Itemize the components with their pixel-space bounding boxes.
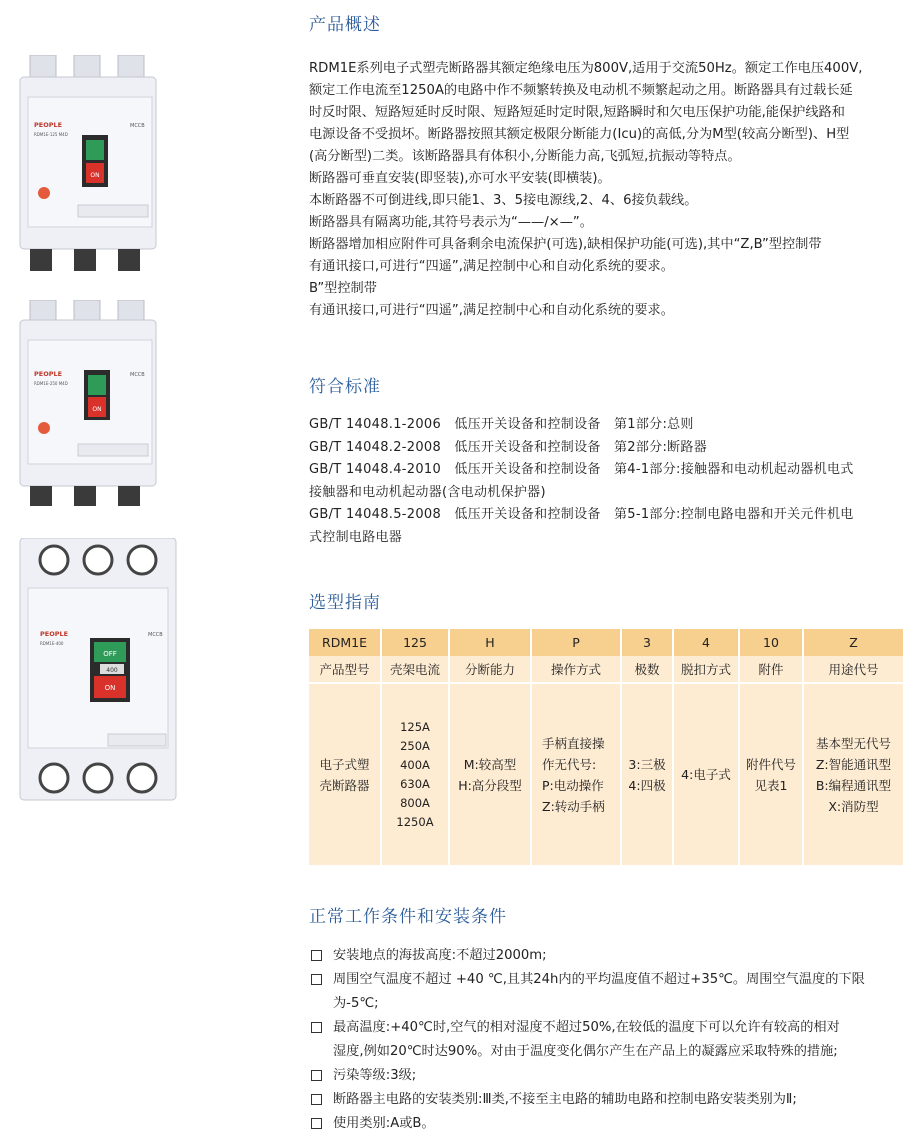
cell-line: 125A [400,719,430,734]
svg-text:MCCB: MCCB [130,123,145,129]
code-cell: 4 [673,629,739,656]
header-cell: 脱扣方式 [673,656,739,683]
cell-product-type [309,683,381,865]
breaker-image-3 [18,538,178,803]
standard-line: GB/T 14048.1-2006 低压开关设备和控制设备 第1部分:总则 [309,417,694,432]
header-cell: 产品型号 [309,656,381,683]
condition-item [309,1112,909,1136]
condition-item [309,968,909,1016]
condition-item [309,1064,909,1088]
header-cell: 附件 [739,656,803,683]
svg-text:PEOPLE: PEOPLE [34,370,63,378]
cell-line: Z:智能通讯型 [815,756,892,772]
overview-line: 本断路器不可倒进线,即只能1、3、5接电源线,2、4、6接负载线。 [309,193,698,208]
breaker-image-1 [18,55,168,275]
header-cell: 用途代号 [803,656,903,683]
table-header-row [309,656,903,683]
code-cell: 10 [739,629,803,656]
cell-line: B:编程通讯型 [815,777,892,793]
header-cell: 壳架电流 [381,656,449,683]
overview-line: RDM1E系列电子式塑壳断路器其额定绝缘电压为800V,适用于交流50Hz。额定工作电压400V, [309,61,863,76]
cell-line: 电子式塑 [319,756,370,772]
cell-line: 4:电子式 [681,767,731,782]
condition-item [309,1016,909,1064]
cell-line: 4:四极 [628,777,666,793]
code-cell: Z [803,629,903,656]
condition-line: 周围空气温度不超过 +40 ℃,且其24h内的平均温度值不超过+35℃。周围空气温度的下限 [333,972,865,987]
condition-line: 安装地点的海拔高度:不超过2000m; [333,948,547,963]
cell-line: 手柄直接操 [542,735,605,751]
cell-line: M:较高型 [463,756,517,772]
condition-item [309,944,909,968]
cell-line: X:消防型 [828,798,879,814]
cell-line: 250A [400,738,430,753]
overview-line: 额定工作电流至1250A的电路中作不频繁转换及电动机不频繁起动之用。断路器具有过载长延 [309,83,853,98]
svg-text:RDM1E-250 M4D: RDM1E-250 M4D [34,381,68,386]
overview-line: 断路器增加相应附件可具备剩余电流保护(可选),缺相保护功能(可选),其中“Z,B”型控制带 [309,237,822,252]
cell-line: 630A [400,776,430,791]
overview-line: 断路器具有隔离功能,其符号表示为“——/×—”。 [309,215,593,230]
overview-line: 时反时限、短路短延时反时限、短路短延时定时限,短路瞬时和欠电压保护功能,能保护线路和 [309,105,845,120]
cell-frame-current [381,683,449,865]
overview-line: 有通讯接口,可进行“四遥”,满足控制中心和自动化系统的要求。 [309,259,674,274]
cell-poles [621,683,673,865]
cell-line: P:电动操作 [542,777,604,793]
checkbox-icon [311,974,322,985]
svg-text:PEOPLE: PEOPLE [40,630,69,638]
svg-text:ON: ON [92,406,102,413]
conditions-title: 正常工作条件和安装条件 [309,907,507,927]
checkbox-icon [311,1070,322,1081]
standard-line: GB/T 14048.2-2008 低压开关设备和控制设备 第2部分:断路器 [309,439,708,455]
overview-line: 有通讯接口,可进行“四遥”,满足控制中心和自动化系统的要求。 [309,303,674,318]
code-cell: 3 [621,629,673,656]
cell-breaking-capacity [449,683,531,865]
selection-title: 选型指南 [309,593,381,613]
standard-line: GB/T 14048.5-2008 低压开关设备和控制设备 第5-1部分:控制电路电器和开关元件机电 [309,507,854,522]
overview-line: 断路器可垂直安装(即竖装),亦可水平安装(即横装)。 [309,171,611,186]
header-cell: 分断能力 [449,656,531,683]
cell-line: 3:三极 [628,756,666,772]
condition-line: 最高温度:+40℃时,空气的相对湿度不超过50%,在较低的温度下可以允许有较高的相对 [333,1020,840,1035]
svg-text:RDM1E-125 M4D: RDM1E-125 M4D [34,132,68,137]
standard-line: GB/T 14048.4-2010 低压开关设备和控制设备 第4-1部分:接触器和电动机起动器机电式 [309,462,854,477]
condition-line: 为-5℃; [333,996,379,1011]
condition-item [309,1088,909,1112]
cell-accessory [739,683,803,865]
checkbox-icon [311,1094,322,1105]
standard-line: 式控制电路电器 [309,529,403,545]
code-cell: RDM1E [309,629,381,656]
cell-usage-code [803,683,903,865]
condition-line: 湿度,例如20℃时达90%。对由于温度变化偶尔产生在产品上的凝露应采取特殊的措施; [333,1044,838,1059]
table-body-row [309,683,903,865]
svg-text:PEOPLE: PEOPLE [34,121,63,129]
cell-line: Z:转动手柄 [542,798,605,814]
svg-text:ON: ON [104,684,116,692]
condition-line: 断路器主电路的安装类别:Ⅲ类,不接至主电路的辅助电路和控制电路安装类别为Ⅱ; [333,1092,797,1107]
overview-line: B”型控制带 [309,281,377,296]
cell-line: 作无代号: [542,756,597,772]
cell-line: 附件代号 [745,756,796,772]
overview-text [309,58,909,322]
selection-table [309,629,903,865]
code-cell: P [531,629,621,656]
condition-line: 污染等级:3级; [333,1068,417,1083]
standard-line: 接触器和电动机起动器(含电动机保护器) [309,484,546,500]
conditions-list [309,944,909,1136]
condition-line: 使用类别:A或B。 [333,1116,435,1131]
svg-text:RDM1E-400: RDM1E-400 [40,641,64,646]
cell-line: 壳断路器 [319,777,370,793]
overview-line: 电源设备不受损坏。断路器按照其额定极限分断能力(Icu)的高低,分为M型(较高分断型)、H型 [309,127,850,142]
standards-list [309,414,909,549]
cell-operation [531,683,621,865]
svg-text:ON: ON [90,172,100,179]
code-cell: H [449,629,531,656]
checkbox-icon [311,1022,322,1033]
breaker-image-2 [18,300,168,510]
checkbox-icon [311,950,322,961]
cell-line: 1250A [396,814,434,829]
table-code-row [309,629,903,656]
product-images [0,0,300,1146]
svg-text:MCCB: MCCB [148,632,163,638]
svg-text:OFF: OFF [103,650,117,658]
cell-line: 见表1 [754,777,788,793]
standards-title: 符合标准 [309,377,381,397]
code-cell: 125 [381,629,449,656]
svg-text:400: 400 [106,667,118,674]
cell-line: 基本型无代号 [815,735,891,751]
checkbox-icon [311,1118,322,1129]
cell-trip-mode [673,683,739,865]
cell-line: H:高分段型 [458,777,522,793]
overview-line: (高分断型)二类。该断路器具有体积小,分断能力高,飞弧短,抗振动等特点。 [309,149,741,164]
header-cell: 操作方式 [531,656,621,683]
cell-line: 800A [400,795,430,810]
svg-text:MCCB: MCCB [130,372,145,378]
header-cell: 极数 [621,656,673,683]
cell-line: 400A [400,757,430,772]
overview-title: 产品概述 [309,15,381,35]
